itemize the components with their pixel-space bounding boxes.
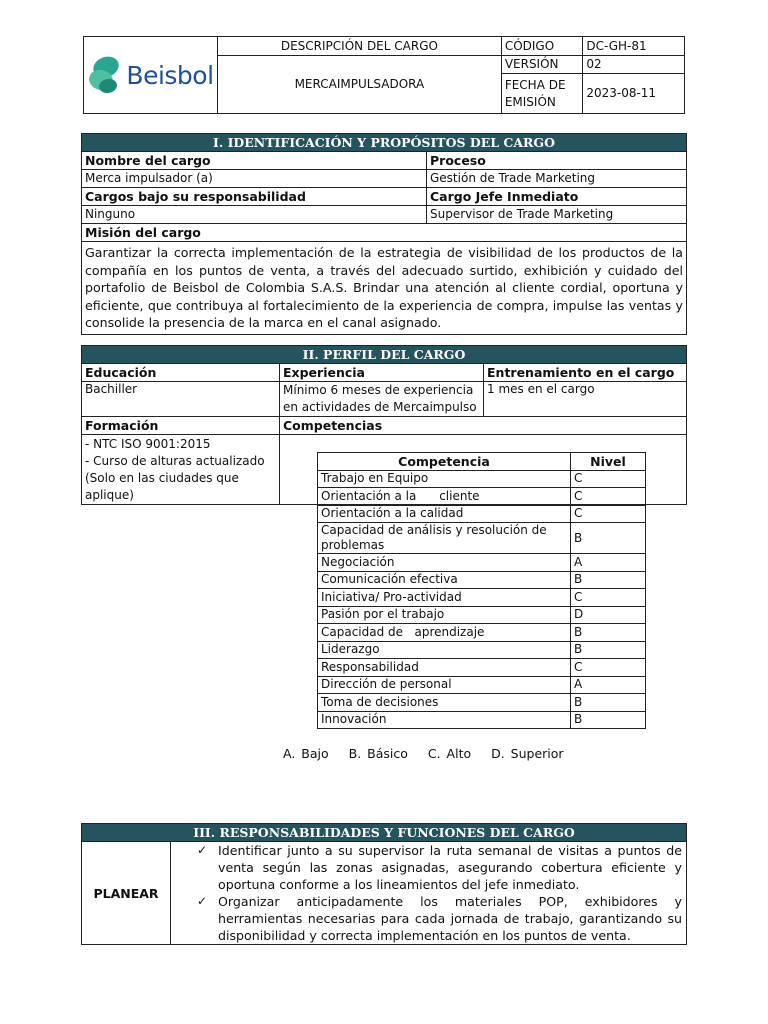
logo-cell [84, 37, 218, 114]
competencia-level: B [571, 571, 646, 589]
competencia-level: B [571, 523, 646, 554]
doc-type: DESCRIPCIÓN DEL CARGO [217, 37, 501, 56]
entrenamiento-value: 1 mes en el cargo [484, 382, 687, 417]
fecha-value: 2023-08-11 [583, 74, 685, 114]
responsibility-text: Organizar anticipadamente los materiales POP, exhibidores y herramientas necesarias para cada jornada de trabajo, garantizando su disponibilidad y correcta implementación en los puntos de venta. [218, 894, 682, 943]
section3-title: III. RESPONSABILIDADES Y FUNCIONES DEL CARGO [82, 824, 687, 842]
legend-item: D. Superior [491, 746, 564, 761]
checkmark-icon: ✓ [197, 843, 208, 857]
planear-label: PLANEAR [82, 842, 171, 945]
competencia-row [318, 606, 646, 624]
competencia-name: Orientación a la cliente [318, 488, 571, 506]
competencia-name: Comunicación efectiva [318, 571, 571, 589]
competencia-row [318, 470, 646, 488]
competencia-name: Pasión por el trabajo [318, 606, 571, 624]
logo-text: Beisbol [126, 60, 214, 90]
competencia-row [318, 659, 646, 677]
nivel-legend [283, 746, 578, 761]
competencia-level: B [571, 694, 646, 712]
competencia-name: Innovación [318, 711, 571, 729]
jefe-value: Supervisor de Trade Marketing [427, 206, 687, 224]
competencia-level: C [571, 470, 646, 488]
responsibility-item [171, 842, 682, 893]
codigo-value: DC-GH-81 [583, 37, 685, 56]
jefe-label: Cargo Jefe Inmediato [427, 188, 687, 206]
legend-item: B. Básico [348, 746, 408, 761]
version-label: VERSIÓN [501, 56, 583, 74]
educacion-value: Bachiller [82, 382, 280, 417]
responsibility-item [171, 893, 682, 944]
competencia-row [318, 523, 646, 554]
formacion-item: - NTC ISO 9001:2015 [85, 437, 211, 451]
fecha-label: FECHA DE EMISIÓN [501, 74, 583, 114]
competencia-row [318, 589, 646, 607]
section-profile [81, 345, 687, 761]
cargos-bajo-value: Ninguno [82, 206, 427, 224]
codigo-label: CÓDIGO [501, 37, 583, 56]
competencia-row [318, 554, 646, 572]
competencias-label: Competencias [280, 417, 687, 435]
version-value: 02 [583, 56, 685, 74]
competencia-level: A [571, 554, 646, 572]
document-header [83, 36, 685, 114]
company-logo [87, 53, 214, 97]
competencia-name: Orientación a la calidad [318, 505, 571, 523]
legend-item: A. Bajo [283, 746, 329, 761]
competencia-level: B [571, 711, 646, 729]
competencia-name: Capacidad de aprendizaje [318, 624, 571, 642]
proceso-label: Proceso [427, 152, 687, 170]
competencia-name: Trabajo en Equipo [318, 470, 571, 488]
competencia-row [318, 505, 646, 523]
competencia-row [318, 488, 646, 506]
competencia-level: C [571, 505, 646, 523]
formacion-item: - Curso de alturas actualizado (Solo en las ciudades que aplique) [85, 454, 265, 502]
formacion-label: Formación [82, 417, 280, 435]
formacion-list [82, 435, 280, 505]
competencia-level: C [571, 488, 646, 506]
competencia-level: C [571, 659, 646, 677]
competencia-row [318, 571, 646, 589]
competencias-table [317, 452, 646, 729]
section1-title: I. IDENTIFICACIÓN Y PROPÓSITOS DEL CARGO [82, 134, 687, 152]
mision-text: Garantizar la correcta implementación de la estrategia de visibilidad de los productos de la compañía en los puntos de venta, a través del adecuado surtido, exhibición y cuidado del portafolio de Beisbol de Colombia S.A.S. Brindar una atención al cliente cordial, oportuna y eficiente, que contribuya al fortalecimiento de la experiencia de compra, impulse las ventas y consolide la presencia de la marca en el canal asignado. [82, 242, 687, 335]
competencia-row [318, 624, 646, 642]
competencia-level: D [571, 606, 646, 624]
competencia-name: Negociación [318, 554, 571, 572]
legend-item: C. Alto [427, 746, 472, 761]
competencia-name: Liderazgo [318, 641, 571, 659]
experiencia-label: Experiencia [280, 364, 484, 382]
mision-label: Misión del cargo [82, 224, 687, 242]
competencias-cell [280, 435, 687, 761]
competencia-name: Responsabilidad [318, 659, 571, 677]
competencia-row [318, 711, 646, 729]
competencia-level: A [571, 676, 646, 694]
nombre-label: Nombre del cargo [82, 152, 427, 170]
competencia-row [318, 641, 646, 659]
responsibility-list [171, 842, 686, 944]
competencia-name: Capacidad de análisis y resolución de problemas [318, 523, 571, 554]
section-responsibilities [81, 823, 687, 945]
section2-title: II. PERFIL DEL CARGO [82, 346, 687, 364]
competencia-level: B [571, 641, 646, 659]
educacion-label: Educación [82, 364, 280, 382]
cargos-bajo-label: Cargos bajo su responsabilidad [82, 188, 427, 206]
competencia-header: Competencia [318, 453, 571, 471]
checkmark-icon: ✓ [197, 894, 208, 908]
doc-title: MERCAIMPULSADORA [217, 56, 501, 114]
responsibility-text: Identificar junto a su supervisor la ruta semanal de visitas a puntos de venta según las zonas asignadas, asegurando cobertura eficiente y oportuna conforme a los lineamientos del jefe inmediato. [218, 843, 682, 892]
section-identification [81, 133, 687, 335]
proceso-value: Gestión de Trade Marketing [427, 170, 687, 188]
nivel-header: Nivel [571, 453, 646, 471]
competencia-name: Iniciativa/ Pro-actividad [318, 589, 571, 607]
planear-items [171, 842, 687, 945]
experiencia-value: Mínimo 6 meses de experiencia en actividades de Mercaimpulso [280, 382, 484, 417]
beisbol-logo-icon [87, 53, 123, 97]
nombre-value: Merca impulsador (a) [82, 170, 427, 188]
competencia-name: Toma de decisiones [318, 694, 571, 712]
competencia-level: B [571, 624, 646, 642]
competencia-row [318, 694, 646, 712]
competencia-level: C [571, 589, 646, 607]
competencia-name: Dirección de personal [318, 676, 571, 694]
competencia-row [318, 676, 646, 694]
entrenamiento-label: Entrenamiento en el cargo [484, 364, 687, 382]
